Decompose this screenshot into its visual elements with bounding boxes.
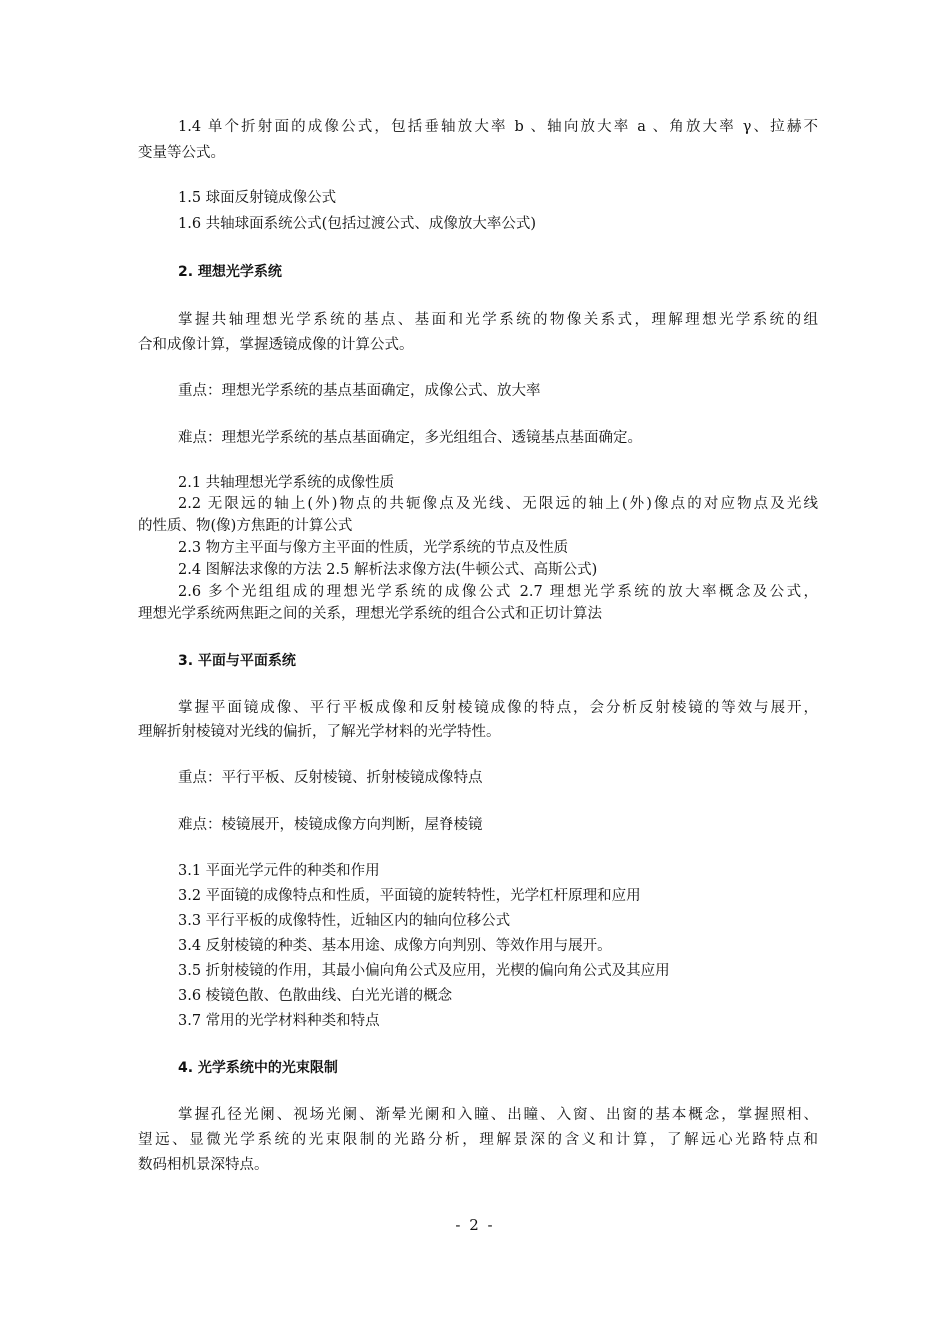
text-line: 2.3 物方主平面与像方主平面的性质，光学系统的节点及性质 xyxy=(178,540,569,556)
text-line: 理解折射棱镜对光线的偏折，了解光学材料的光学特性。 xyxy=(138,724,501,740)
text-line: 3.1 平面光学元件的种类和作用 xyxy=(178,863,380,879)
text-line: 掌握孔径光阑、视场光阑、渐晕光阑和入瞳、出瞳、入窗、出窗的基本概念，掌握照相、 xyxy=(178,1107,818,1123)
text-line: 重点：理想光学系统的基点基面确定，成像公式、放大率 xyxy=(178,383,541,399)
text-line: 2.4 图解法求像的方法 2.5 解析法求像方法(牛顿公式、高斯公式) xyxy=(178,562,598,578)
text-line: 2.6 多个光组组成的理想光学系统的成像公式 2.7 理想光学系统的放大率概念及公式， xyxy=(178,584,818,600)
text-line: 理想光学系统两焦距之间的关系，理想光学系统的组合公式和正切计算法 xyxy=(138,606,602,622)
text-line: 3.3 平行平板的成像特性，近轴区内的轴向位移公式 xyxy=(178,913,511,929)
page-number: - 2 - xyxy=(455,1216,495,1234)
text-line: 变量等公式。 xyxy=(138,145,225,161)
text-line: 1.5 球面反射镜成像公式 xyxy=(178,190,337,206)
section-heading: 3. 平面与平面系统 xyxy=(178,653,296,669)
text-line: 3.4 反射棱镜的种类、基本用途、成像方向判别、等效作用与展开。 xyxy=(178,938,612,954)
text-line: 3.7 常用的光学材料种类和特点 xyxy=(178,1013,380,1029)
text-line: 合和成像计算，掌握透镜成像的计算公式。 xyxy=(138,337,414,353)
section-heading: 2. 理想光学系统 xyxy=(178,264,282,280)
text-line: 3.6 棱镜色散、色散曲线、白光光谱的概念 xyxy=(178,988,453,1004)
text-line: 望远、显微光学系统的光束限制的光路分析，理解景深的含义和计算，了解远心光路特点和 xyxy=(138,1132,818,1148)
text-line: 2.1 共轴理想光学系统的成像性质 xyxy=(178,475,395,491)
text-line: 掌握共轴理想光学系统的基点、基面和光学系统的物像关系式，理解理想光学系统的组 xyxy=(178,312,818,328)
text-line: 重点：平行平板、反射棱镜、折射棱镜成像特点 xyxy=(178,770,483,786)
text-line: 1.6 共轴球面系统公式(包括过渡公式、成像放大率公式) xyxy=(178,216,536,232)
text-line: 难点：理想光学系统的基点基面确定，多光组组合、透镜基点基面确定。 xyxy=(178,430,642,446)
text-line: 3.2 平面镜的成像特点和性质，平面镜的旋转特性，光学杠杆原理和应用 xyxy=(178,888,641,904)
text-line: 1.4 单个折射面的成像公式，包括垂轴放大率 b 、轴向放大率 a 、角放大率 γ、拉赫不 xyxy=(178,119,818,135)
text-line: 掌握平面镜成像、平行平板成像和反射棱镜成像的特点，会分析反射棱镜的等效与展开， xyxy=(178,700,818,716)
text-line: 数码相机景深特点。 xyxy=(138,1157,269,1173)
section-heading: 4. 光学系统中的光束限制 xyxy=(178,1060,338,1076)
text-line: 2.2 无限远的轴上(外)物点的共轭像点及光线、无限远的轴上(外)像点的对应物点及光线 xyxy=(178,496,818,512)
text-line: 难点：棱镜展开，棱镜成像方向判断，屋脊棱镜 xyxy=(178,817,483,833)
text-line: 的性质、物(像)方焦距的计算公式 xyxy=(138,518,353,534)
text-line: 3.5 折射棱镜的作用，其最小偏向角公式及应用，光楔的偏向角公式及其应用 xyxy=(178,963,670,979)
